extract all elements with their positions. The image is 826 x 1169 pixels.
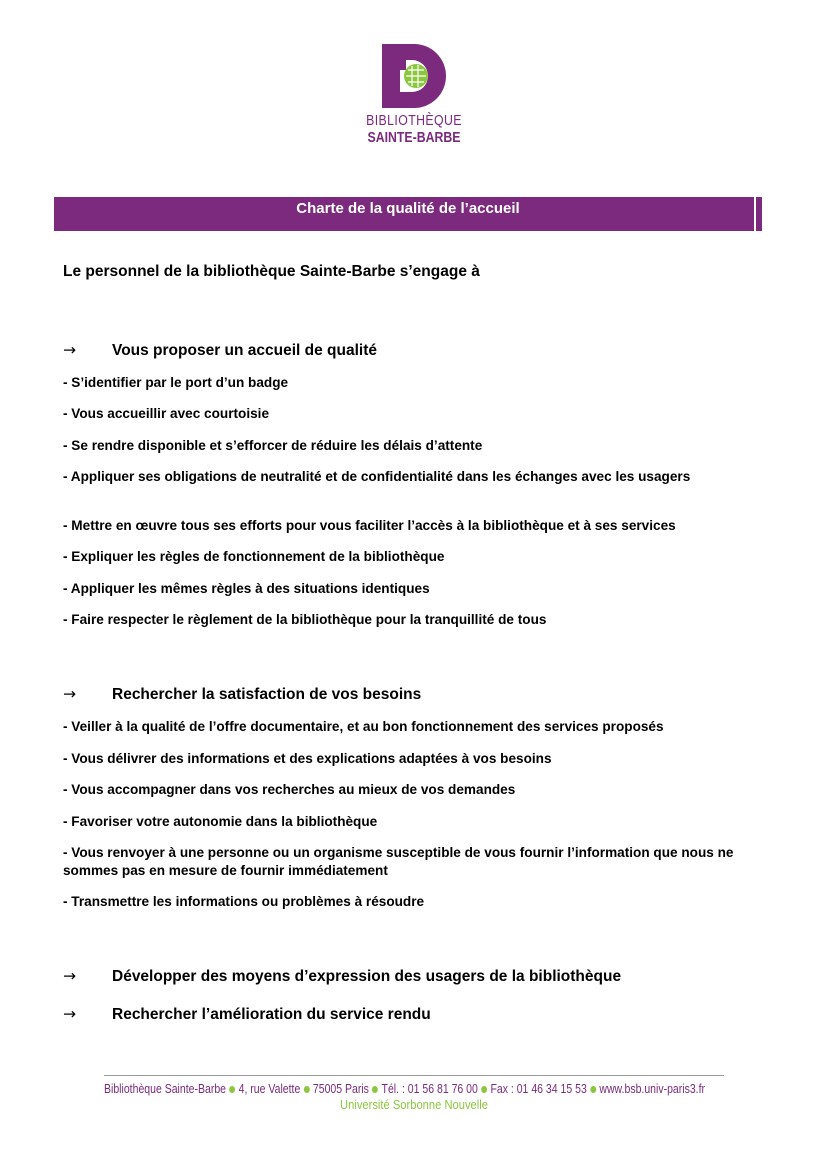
list-item: - Vous accompagner dans vos recherches au mieux de vos demandes (63, 782, 516, 797)
section-heading (63, 341, 377, 360)
arrow-icon: → (63, 967, 76, 985)
list-item: - Favoriser votre autonomie dans la bibliothèque (63, 814, 378, 829)
logo-text-line2: SAINTE-BARBE (367, 129, 461, 146)
bullet-icon (372, 1086, 378, 1093)
list-item: - Appliquer les mêmes règles à des situations identiques (63, 581, 430, 596)
list-item: - Vous accueillir avec courtoisie (63, 406, 270, 421)
section-heading (63, 685, 421, 704)
footer (104, 1075, 724, 1112)
footer-website: www.bsb.univ-paris3.fr (599, 1082, 706, 1096)
bullet-icon (481, 1086, 487, 1093)
footer-contact-line (104, 1082, 706, 1096)
arrow-icon: → (63, 685, 76, 703)
list-item: - S’identifier par le port d’un badge (63, 375, 289, 390)
list-item: - Appliquer ses obligations de neutralité et de confidentialité dans les échanges avec les usagers (63, 469, 691, 484)
list-item: - Veiller à la qualité de l’offre documentaire, et au bon fonctionnement des services proposés (63, 719, 664, 734)
section-title: Rechercher l’amélioration du service rendu (112, 1006, 431, 1023)
footer-library-name: Bibliothèque Sainte-Barbe (104, 1082, 227, 1096)
arrow-icon: → (63, 341, 76, 359)
page-title: Charte de la qualité de l’accueil (296, 200, 520, 217)
banner-notch (754, 197, 756, 231)
list-item: - Faire respecter le règlement de la bibliothèque pour la tranquillité de tous (63, 612, 547, 627)
footer-divider (104, 1075, 724, 1076)
bullet-icon (590, 1086, 596, 1093)
library-logo (352, 40, 476, 152)
section-heading (63, 967, 621, 986)
footer-university: Université Sorbonne Nouvelle (340, 1097, 488, 1112)
footer-street: 4, rue Valette (238, 1082, 301, 1096)
list-item: - Transmettre les informations ou problèmes à résoudre (63, 894, 425, 909)
logo-text-line1: BIBLIOTHÈQUE (366, 112, 462, 129)
footer-fax: Fax : 01 46 34 15 53 (490, 1082, 587, 1096)
list-item: - Se rendre disponible et s’efforcer de réduire les délais d’attente (63, 438, 483, 453)
bullet-icon (229, 1086, 235, 1093)
section-title: Rechercher la satisfaction de vos besoins (112, 686, 422, 703)
arrow-icon: → (63, 1005, 76, 1023)
section-title: Vous proposer un accueil de qualité (112, 342, 377, 359)
list-item: - Vous renvoyer à une personne ou un organisme susceptible de vous fournir l’information que nous ne sommes pas en mesure de fournir immédiatement (63, 845, 734, 878)
list-item: - Mettre en œuvre tous ses efforts pour vous faciliter l’accès à la bibliothèque et à ses services (63, 518, 676, 533)
list-item: - Expliquer les règles de fonctionnement de la bibliothèque (63, 549, 445, 564)
intro-statement: Le personnel de la bibliothèque Sainte-Barbe s’engage à (63, 263, 480, 280)
logo-mark-icon (378, 40, 450, 110)
footer-phone: Tél. : 01 56 81 76 00 (381, 1082, 478, 1096)
bullet-icon (304, 1086, 310, 1093)
section-title: Développer des moyens d’expression des usagers de la bibliothèque (112, 968, 622, 985)
title-banner (54, 197, 762, 231)
footer-city: 75005 Paris (312, 1082, 369, 1096)
list-item: - Vous délivrer des informations et des explications adaptées à vos besoins (63, 751, 552, 766)
section-heading (63, 1005, 431, 1024)
